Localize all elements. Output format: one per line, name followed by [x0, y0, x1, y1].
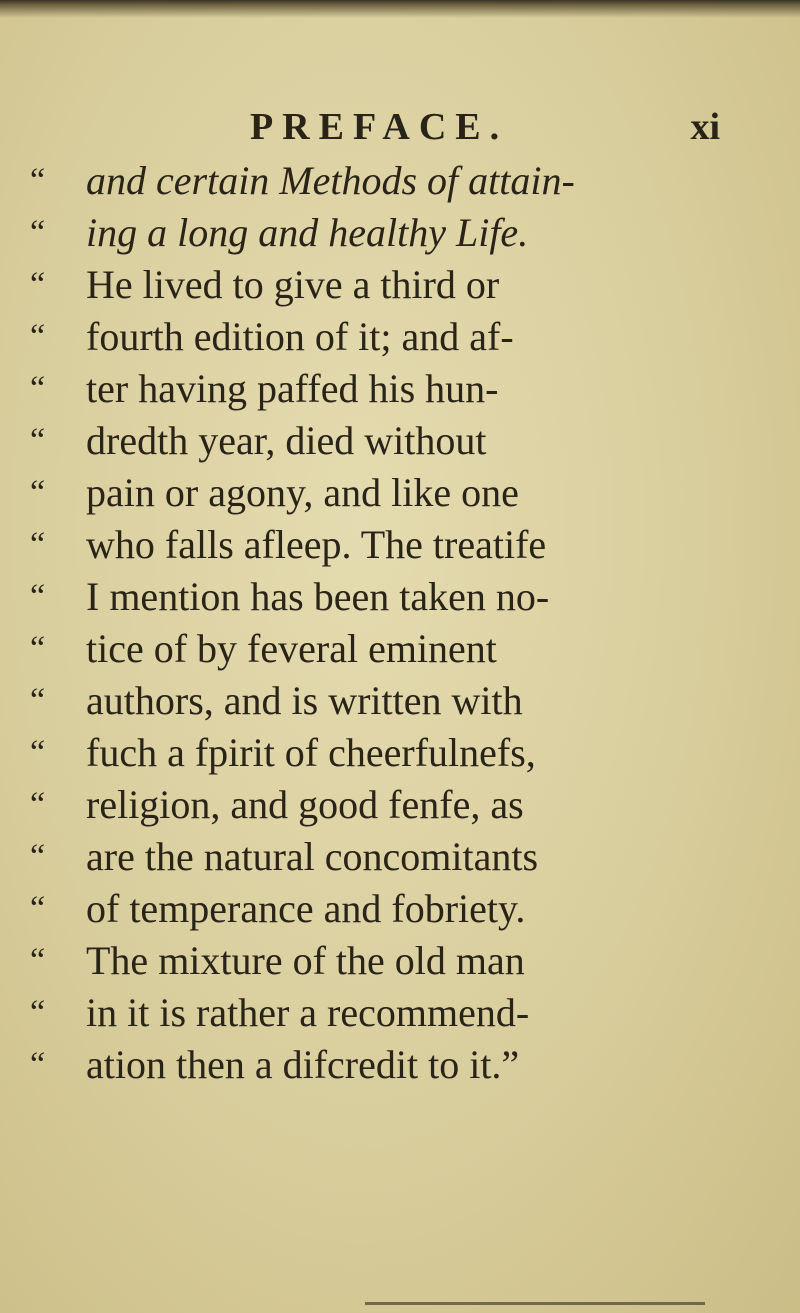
quote-mark: “	[30, 942, 46, 979]
quote-mark: “	[30, 526, 46, 563]
text-line	[30, 571, 720, 623]
quote-mark: “	[30, 370, 46, 407]
text-line	[30, 207, 720, 259]
text-line	[30, 519, 720, 571]
line-text: tice of by feveral eminent	[86, 626, 497, 671]
line-text: ter having paffed his hun-	[86, 366, 499, 411]
line-text: fourth edition of it; and af-	[86, 314, 514, 359]
text-line	[30, 363, 720, 415]
line-text: religion, and good fenfe, as	[86, 782, 524, 827]
text-line	[30, 779, 720, 831]
line-text: authors, and is written with	[86, 678, 523, 723]
text-line	[30, 883, 720, 935]
text-line	[30, 623, 720, 675]
quote-mark: “	[30, 682, 46, 719]
line-text: of temperance and fobriety.	[86, 886, 526, 931]
text-line	[30, 415, 720, 467]
quote-mark: “	[30, 1046, 46, 1083]
quote-mark: “	[30, 734, 46, 771]
line-text: are the natural concomitants	[86, 834, 539, 879]
page-top-edge	[0, 0, 800, 18]
text-line	[30, 987, 720, 1039]
page-number: xi	[690, 106, 720, 148]
quote-mark: “	[30, 474, 46, 511]
line-text: pain or agony, and like one	[86, 470, 519, 515]
line-text: dredth year, died without	[86, 418, 487, 463]
line-text: I mention has been taken no-	[86, 574, 550, 619]
quote-mark: “	[30, 162, 46, 199]
quote-mark: “	[30, 266, 46, 303]
line-text: The mixture of the old man	[86, 938, 525, 983]
text-line	[30, 675, 720, 727]
running-header	[250, 105, 720, 155]
line-text: ing a long and healthy Life.	[86, 210, 529, 255]
text-line	[30, 727, 720, 779]
header-title: PREFACE.	[250, 106, 509, 148]
quote-mark: “	[30, 838, 46, 875]
line-text: and certain Methods of attain-	[86, 158, 575, 203]
quote-mark: “	[30, 994, 46, 1031]
text-line	[30, 831, 720, 883]
line-text: fuch a fpirit of cheerfulnefs,	[86, 730, 536, 775]
line-text: who falls afleep. The treatife	[86, 522, 547, 567]
text-line	[30, 259, 720, 311]
quote-mark: “	[30, 214, 46, 251]
line-text: in it is rather a recommend-	[86, 990, 530, 1035]
text-line	[30, 155, 720, 207]
quote-mark: “	[30, 422, 46, 459]
text-line	[30, 467, 720, 519]
text-line	[30, 311, 720, 363]
line-text: ation then a difcredit to it.”	[86, 1042, 520, 1087]
body-text	[30, 155, 720, 1091]
text-line	[30, 935, 720, 987]
quote-mark: “	[30, 318, 46, 355]
text-line	[30, 1039, 720, 1091]
quote-mark: “	[30, 578, 46, 615]
quote-mark: “	[30, 890, 46, 927]
quote-mark: “	[30, 786, 46, 823]
line-text: He lived to give a third or	[86, 262, 500, 307]
bottom-edge-mark	[365, 1302, 705, 1305]
quote-mark: “	[30, 630, 46, 667]
